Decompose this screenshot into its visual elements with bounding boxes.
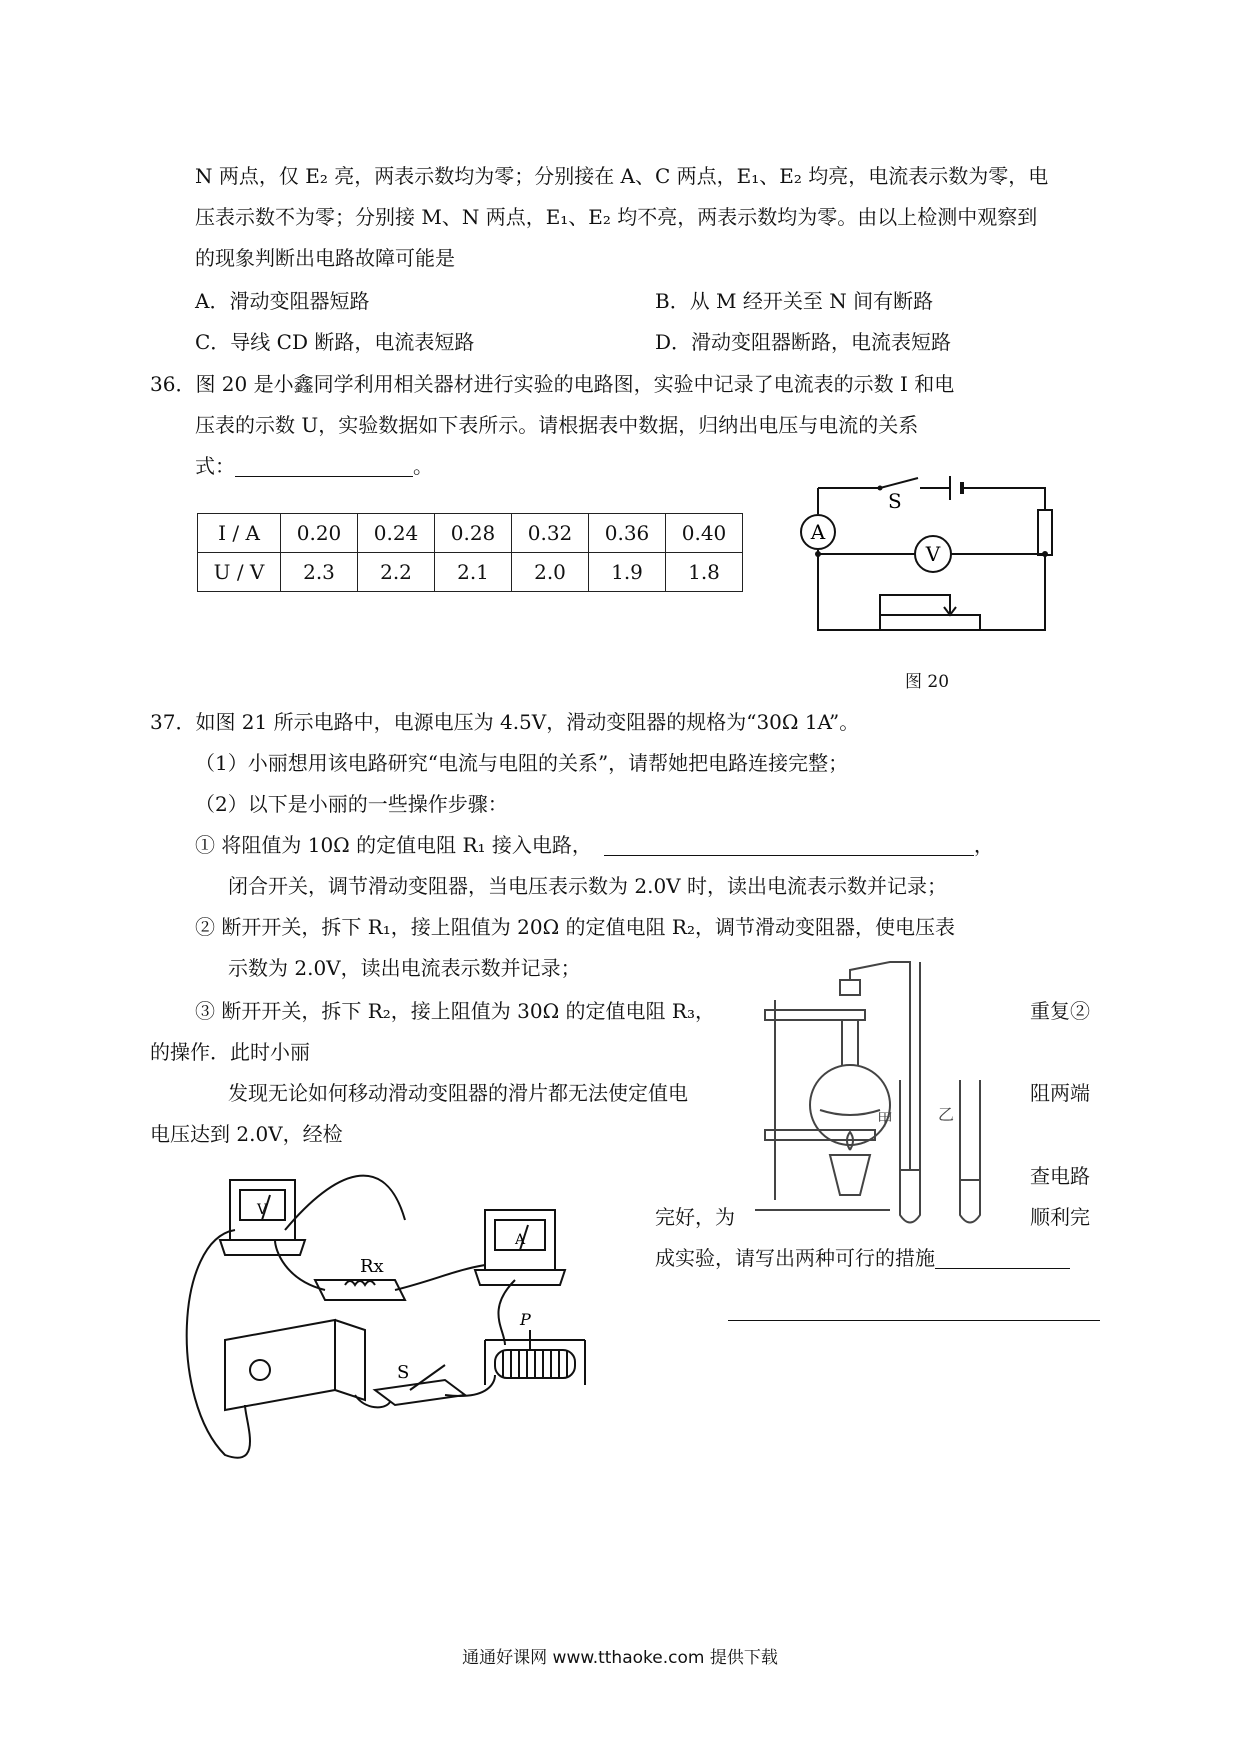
table-cell: 0.20 (281, 514, 358, 553)
q36-line-1: 36．图 20 是小鑫同学利用相关器材进行实验的电路图，实验中记录了电流表的示数 I 和电 (150, 372, 955, 396)
circuit-apparatus-fig21 (185, 1170, 665, 1460)
q36-suffix: 。 (413, 454, 433, 478)
table-cell: 2.1 (435, 553, 512, 592)
q36-prefix: 式： (195, 454, 235, 478)
table-cell: 0.28 (435, 514, 512, 553)
q37-part-2: （2）以下是小丽的一些操作步骤： (195, 792, 508, 816)
step-1-text: ① 将阻值为 10Ω 的定值电阻 R₁ 接入电路， (195, 833, 592, 857)
slider-label: P (520, 1310, 531, 1329)
data-table (197, 513, 743, 592)
rx-label: Rx (360, 1256, 384, 1277)
row-header: U / V (198, 553, 281, 592)
answer-blank[interactable] (235, 456, 413, 477)
voltmeter-label: V (925, 542, 941, 566)
table-cell: 2.0 (512, 553, 589, 592)
ammeter-label: A (810, 520, 826, 544)
q37-step-3a-end: 重复② (1030, 999, 1090, 1023)
q35-line-3: 的现象判断出电路故障可能是 (195, 246, 455, 270)
q35-option-c: C．导线 CD 断路，电流表短路 (195, 330, 475, 354)
fig20-caption: 图 20 (905, 672, 950, 692)
q35-option-d: D．滑动变阻器断路，电流表短路 (655, 330, 952, 354)
table-row (198, 514, 743, 553)
voltmeter-label: V (257, 1202, 268, 1218)
answer-blank[interactable] (728, 1320, 1100, 1321)
q37-part-1: （1）小丽想用该电路研究“电流与电阻的关系”，请帮她把电路连接完整； (195, 751, 849, 775)
q37-step-3e: 查电路 (1030, 1164, 1090, 1188)
q37-step-3c-end: 阻两端 (1030, 1081, 1090, 1105)
q37-step-3a: ③ 断开开关，拆下 R₂，接上阻值为 30Ω 的定值电阻 R₃， (195, 999, 715, 1023)
q37-step-3b: 的操作．此时小丽 (150, 1040, 310, 1064)
step-3g-text: 成实验，请写出两种可行的措施 (655, 1246, 935, 1270)
table-cell: 0.24 (358, 514, 435, 553)
answer-blank[interactable] (604, 835, 974, 856)
table-cell: 0.36 (589, 514, 666, 553)
q37-step-3d: 电压达到 2.0V，经检 (150, 1122, 343, 1146)
table-cell: 1.8 (666, 553, 743, 592)
q37-step-3c: 发现无论如何移动滑动变阻器的滑片都无法使定值电 (228, 1081, 688, 1105)
q35-option-a: A．滑动变阻器短路 (195, 289, 370, 313)
flask-label: 甲 (877, 1110, 894, 1129)
q36-line-3 (195, 452, 433, 480)
switch-label: S (397, 1362, 410, 1383)
q36-line-2: 压表的示数 U，实验数据如下表所示。请根据表中数据，归纳出电压与电流的关系 (195, 413, 919, 437)
table-row (198, 553, 743, 592)
q37-line-1: 37．如图 21 所示电路中，电源电压为 4.5V，滑动变阻器的规格为“30Ω 1A”。 (150, 710, 860, 734)
circuit-diagram-fig20 (800, 470, 1080, 640)
table-cell: 0.40 (666, 514, 743, 553)
page-footer: 通通好课网 www.tthaoke.com 提供下载 (462, 1648, 778, 1668)
q35-line-1: N 两点，仅 E₂ 亮，两表示数均为零；分别接在 A、C 两点，E₁、E₂ 均亮，电流表示数为零，电 (195, 164, 1049, 188)
q37-step-2b: 示数为 2.0V，读出电流表示数并记录； (228, 956, 581, 980)
table-cell: 2.2 (358, 553, 435, 592)
q35-line-2: 压表示数不为零；分别接 M、N 两点，E₁、E₂ 均不亮，两表示数均为零。由以上检测中观察到 (195, 205, 1038, 229)
switch-label: S (888, 489, 902, 513)
step-1-end: ， (973, 833, 994, 857)
answer-blank[interactable] (935, 1248, 1070, 1269)
q37-step-3g (655, 1244, 1070, 1272)
q37-step-1b: 闭合开关，调节滑动变阻器，当电压表示数为 2.0V 时，读出电流表示数并记录； (228, 874, 947, 898)
row-header: I / A (198, 514, 281, 553)
ammeter-label: A (515, 1232, 526, 1248)
tube-label: 乙 (938, 1105, 955, 1124)
lab-apparatus-image (750, 940, 1020, 1220)
table-cell: 1.9 (589, 553, 666, 592)
q35-option-b: B．从 M 经开关至 N 间有断路 (655, 289, 934, 313)
table-cell: 2.3 (281, 553, 358, 592)
table-cell: 0.32 (512, 514, 589, 553)
q37-step-3f-a: 完好，为 (655, 1205, 735, 1229)
q37-step-2a: ② 断开开关，拆下 R₁，接上阻值为 20Ω 的定值电阻 R₂，调节滑动变阻器，使电压表 (195, 915, 955, 939)
q37-step-3f-b: 顺利完 (1030, 1205, 1090, 1229)
q37-step-1a (195, 831, 994, 859)
